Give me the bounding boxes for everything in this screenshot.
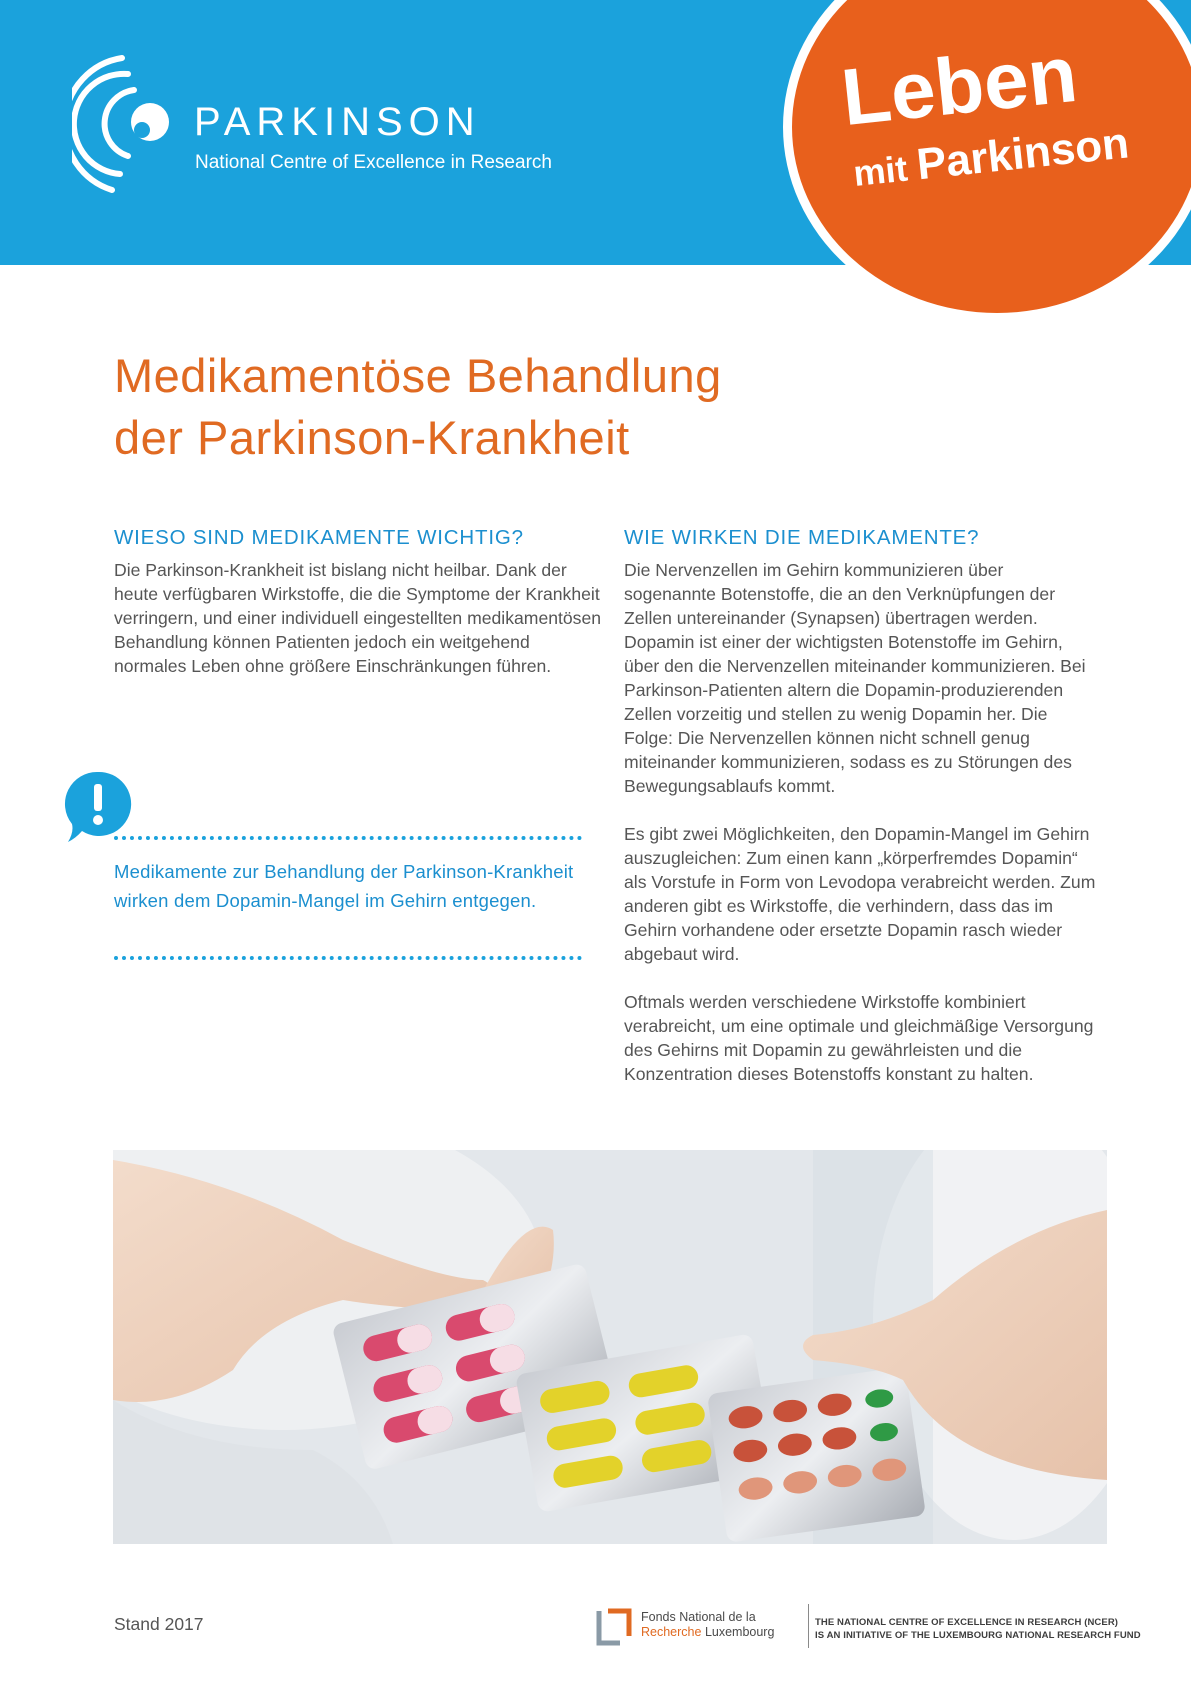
exclamation-speech-icon: [62, 768, 134, 846]
ncer-line2: IS AN INITIATIVE OF THE LUXEMBOURG NATIONAL RESEARCH FUND: [815, 1630, 1141, 1641]
fnr-name: [641, 1610, 774, 1640]
ncer-statement: [815, 1616, 1141, 1642]
right-paragraph-3: Oftmals werden verschiedene Wirkstoffe kombiniert verabreicht, um eine optimale und gleichmäßige Versorgung des Gehirns mit Dopamin zu gewährleisten und die Konzentration dieses Botenstoffs konstant zu halten.: [624, 992, 1094, 1084]
fnr-line1: Fonds National de la: [641, 1610, 756, 1624]
footer-divider: [808, 1604, 809, 1648]
callout-divider-top: [114, 836, 582, 840]
fnr-logo-icon: [596, 1608, 632, 1646]
callout-divider-bottom: [114, 956, 582, 960]
fnr-line2-accent: Recherche: [641, 1625, 702, 1639]
photo-illustration: [113, 1150, 1107, 1544]
fnr-line2: [641, 1625, 774, 1640]
hands-holding-pill-blisters-image: [113, 1150, 1107, 1544]
right-paragraph-2: Es gibt zwei Möglichkeiten, den Dopamin-Mangel im Gehirn auszugleichen: Zum einen kann „körperfremdes Dopamin“ als Vorstufe in Form von Levodopa verabreicht werden. Zum anderen gibt es Wirkstoffe, die verhindern, dass das im Gehirn vorhandene oder ersetzte Dopamin rasch wieder abgebaut wird.: [624, 824, 1096, 964]
right-paragraph-1: Die Nervenzellen im Gehirn kommunizieren über sogenannte Botenstoffe, die an den Verknüpfungen der Zellen untereinander (Synapsen) übertragen werden. Dopamin ist einer der wichtigsten Botenstoffe im Gehirn, über den die Nervenzellen miteinander kommunizieren. Bei Parkinson-Patienten altern die Dopamin-produzierenden Zellen vorzeitig und stellen zu wenig Dopamin her. Die Folge: Die Nervenzellen können nicht schnell genug miteinander kommunizieren, sodass es zu Störungen des Bewegungsablaufs kommt.: [624, 560, 1086, 796]
page-title-line2: der Parkinson-Krankheit: [114, 411, 630, 464]
badge-subtitle-small: mit: [851, 147, 910, 195]
page-title: [114, 345, 722, 469]
left-column: [114, 524, 604, 678]
badge-subtitle-large: Parkinson: [914, 118, 1132, 190]
stand-date: Stand 2017: [114, 1614, 204, 1634]
page-title-line1: Medikamentöse Behandlung: [114, 349, 722, 402]
left-body: Die Parkinson-Krankheit ist bislang nicht heilbar. Dank der heute verfügbaren Wirkstoffe, die die Symptome der Krankheit verringern, und einer individuell eingestellten medikamentösen Behandlung können Patienten jedoch ein weitgehend normales Leben ohne größere Einschränkungen führen.: [114, 560, 602, 676]
ncer-line1: THE NATIONAL CENTRE OF EXCELLENCE IN RESEARCH (NCER): [815, 1617, 1119, 1628]
right-column: [624, 524, 1099, 1086]
brand-name: PARKINSON: [194, 100, 481, 144]
callout-text: Medikamente zur Behandlung der Parkinson-Krankheit wirken dem Dopamin-Mangel im Gehirn entgegen.: [114, 861, 574, 911]
parkinson-logo-icon: [72, 50, 182, 200]
badge-title: Leben: [837, 28, 1082, 143]
left-heading: WIESO SIND MEDIKAMENTE WICHTIG?: [114, 526, 524, 549]
fnr-line2-rest: Luxembourg: [704, 1625, 775, 1639]
brand-subtitle: National Centre of Excellence in Research: [195, 152, 552, 173]
right-heading: WIE WIRKEN DIE MEDIKAMENTE?: [624, 526, 980, 549]
